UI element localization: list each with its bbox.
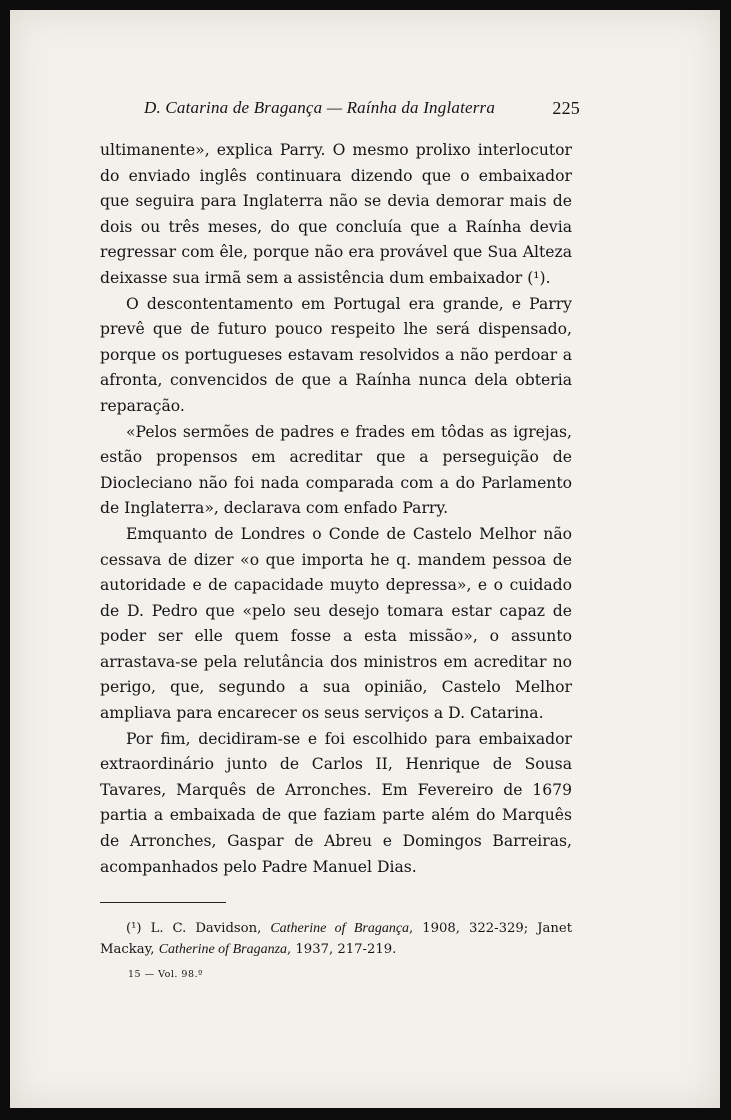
paragraph-3: «Pelos sermões de padres e frades em tôdas as igrejas, estão propensos em acreditar que a perseguição de Diocleciano não foi nada comparada com a do Parlamento de Inglaterra», declarava com enfado Parry. <box>100 422 572 518</box>
paragraph-4: Emquanto de Londres o Conde de Castelo Melhor não cessava de dizer «o que importa he q. mandem pessoa de autoridade e de capacidade muyto depressa», e o cuidado de D. Pedro que «pelo seu desejo tomara estar capaz de poder ser elle quem fosse a esta missão», o assunto arrastava-se pela relutância dos ministros em acreditar no perigo, que, segundo a sua opinião, Castelo Melhor ampliava para encarecer os seus serviços a D. Catarina. <box>100 524 572 723</box>
running-header <box>144 98 580 119</box>
book-page <box>10 10 720 1108</box>
footnote-work-1: Catherine of Bragança <box>270 921 410 936</box>
paragraph-5: Por fim, decidiram-se e foi escolhido para embaixador extraordinário junto de Carlos II, Henrique de Sousa Tavares, Marquês de Arronches. Em Fevereiro de 1679 partia a embaixada de que faziam parte além do Marquês de Arronches, Gaspar de Abreu e Domingos Barreiras, acompanhados pelo Padre Manuel Dias. <box>100 729 572 876</box>
footnote-marker: (¹) <box>126 921 142 936</box>
paragraph-1: ultimanente», explica Parry. O mesmo prolixo interlocutor do enviado inglês continuara dizendo que o embaixador que seguira para Inglaterra não se devia demorar mais de dois ou três meses, do que concluía que a Raínha devia regressar com êle, porque não era provável que Sua Alteza deixasse sua irmã sem a assistência dum embaixador (¹). <box>100 141 572 287</box>
running-title: D. Catarina de Bragança — Raínha da Inglaterra <box>144 98 496 117</box>
printer-signature: 15 — Vol. 98.º <box>128 969 203 980</box>
footnote-divider <box>100 902 226 903</box>
paragraph-2: O descontentamento em Portugal era grande, e Parry prevê que de futuro pouco respeito lhe será dispensado, porque os portugueses estavam resolvidos a não perdoar a afronta, convencidos de que a Raínha nunca dela obteria reparação. <box>100 294 572 415</box>
footnote-text-1: L. C. Davidson, <box>141 921 271 936</box>
footnote-text-3: , 1937, 217-219. <box>287 942 397 957</box>
footnote-work-2: Catherine of Braganza <box>158 942 288 957</box>
footnote <box>100 918 572 960</box>
footnote-text-2: , 1908, 322-329; Janet Mackay, <box>100 921 572 957</box>
page-number: 225 <box>552 98 580 118</box>
main-text <box>100 138 572 880</box>
